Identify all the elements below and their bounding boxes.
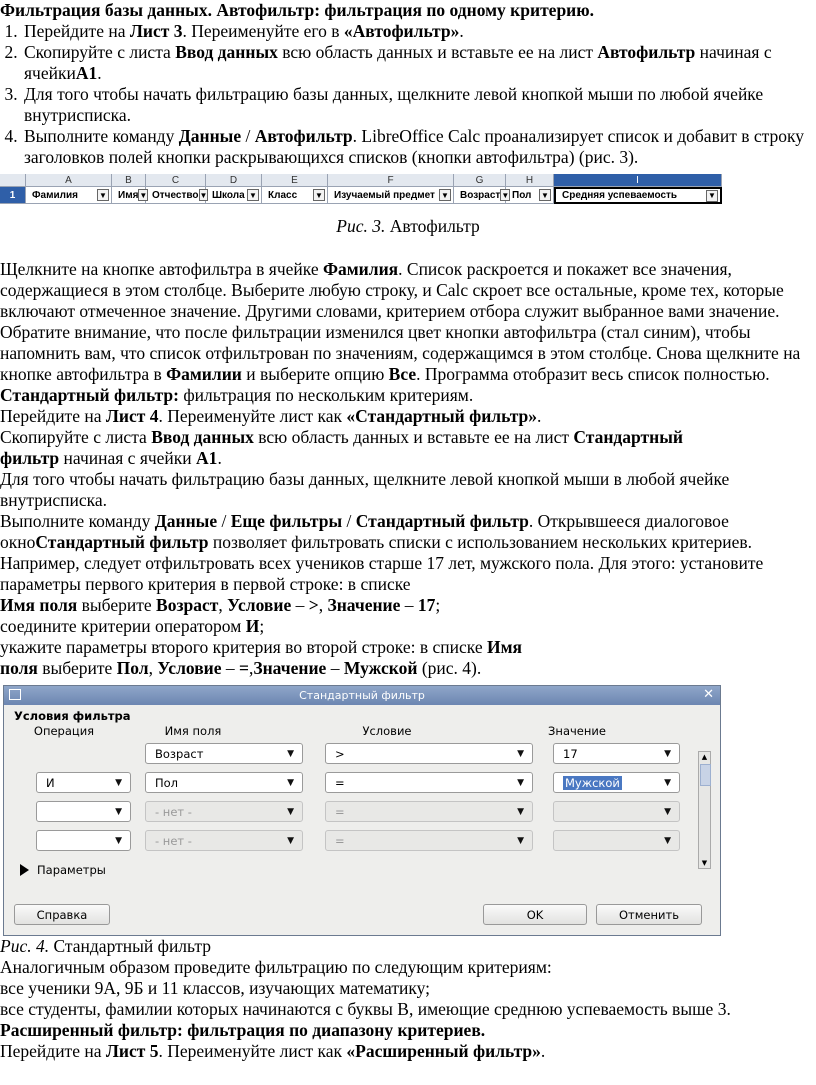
dialog-title: Стандартный фильтр [299, 689, 425, 702]
bold-text: Фамилия [322, 259, 399, 279]
text-run: ; [259, 616, 265, 636]
text-run: Скопируйте с листа [0, 427, 152, 447]
text-run: . [540, 1041, 546, 1061]
column-letter[interactable]: F [328, 174, 454, 187]
operation-select[interactable] [36, 772, 131, 793]
text-run: . Список раскроется и покажет все значения, содержащиеся в этом столбце. Выберите любую строку, и Calc скроет все остальные, кроме тех, которые включают отмеченное значение. Другими словами, критерием отбора служит выбранное вами значение. Обратите внимание, что после фильтрации изменился цвет кнопки автофильтра (стал синим), чтобы напомнить вам, что список отфильтрован по значениям, содержащимся в этом столбце. Снова щелкните на кнопке автофильтра в [0, 259, 801, 384]
text-run: Перейдите на [24, 21, 130, 41]
chevron-down-icon: ▼ [517, 806, 524, 817]
text-run: всю область данных и вставьте ее на лист [253, 427, 574, 447]
figure4-caption: Рис. 4. Стандартный фильтр [0, 936, 211, 956]
text-run: все студенты, фамилии которых начинаются с буквы В, имеющие среднюю успеваемость выше 3. [0, 999, 731, 1019]
header-cell[interactable] [146, 187, 206, 204]
filter-row [14, 797, 710, 826]
bold-text: Стандартный фильтр [35, 532, 209, 552]
chevron-down-icon: ▼ [287, 835, 294, 846]
condition-select-value: = [335, 833, 345, 848]
text-line [0, 978, 816, 999]
field-name-select-value: Возраст [155, 746, 204, 761]
bold-text: фильтр [0, 448, 60, 468]
header-cell[interactable] [328, 187, 454, 204]
col-value: Значение [548, 724, 606, 738]
value-combo[interactable] [553, 772, 680, 793]
bold-text: Стандартный [573, 427, 683, 447]
bold-text: Стандартный фильтр: [0, 385, 179, 405]
ok-button[interactable]: OK [483, 904, 587, 925]
text-run: – [291, 595, 309, 615]
bold-text: Имя поля [0, 595, 78, 615]
condition-select[interactable] [325, 743, 533, 764]
filter-row [14, 826, 710, 855]
text-run: все ученики 9А, 9Б и 11 классов, изучающих математику; [0, 978, 431, 998]
column-letter[interactable]: I [554, 174, 722, 187]
filter-row [14, 739, 710, 768]
text-run: соедините критерии оператором [0, 616, 246, 636]
bold-text: Пол [116, 658, 149, 678]
autofilter-dropdown-icon[interactable]: ▼ [501, 190, 510, 200]
col-field: Имя поля [164, 724, 222, 738]
value-combo [553, 830, 680, 851]
text-run: ; [435, 595, 441, 615]
dialog-titlebar [4, 686, 720, 705]
text-run: фильтрация по нескольким критериям. [178, 385, 474, 405]
filter-conditions-title: Условия фильтра [14, 709, 131, 723]
text-line [0, 999, 816, 1020]
bold-text: Данные [154, 511, 218, 531]
chevron-down-icon: ▼ [115, 806, 122, 817]
bold-text: Значение [327, 595, 401, 615]
header-cell[interactable] [554, 187, 722, 204]
operation-select[interactable] [36, 830, 131, 851]
expander-triangle-icon [20, 864, 29, 876]
bold-text: А1 [196, 448, 218, 468]
row-number: 1 [0, 187, 26, 204]
text-run: (рис. 4). [417, 658, 482, 678]
col-operation: Операция [33, 724, 95, 738]
bold-text: Лист 4 [105, 406, 159, 426]
field-name-select-value: Пол [155, 775, 179, 790]
chevron-down-icon: ▼ [664, 806, 671, 817]
header-cell-label: Средняя успеваемость [562, 190, 678, 201]
condition-select-value: = [335, 804, 345, 819]
text-run: , [218, 595, 228, 615]
column-letter[interactable]: A [26, 174, 112, 187]
condition-select-value: > [335, 746, 345, 761]
value-combo [553, 801, 680, 822]
column-header-row [0, 174, 780, 187]
corner-cell [0, 174, 26, 187]
autofilter-dropdown-icon[interactable]: ▼ [313, 189, 325, 201]
section1-heading: Фильтрация базы данных. Автофильтр: фильтрация по одному критерию. [0, 0, 595, 20]
bold-text: Фамилии [166, 364, 242, 384]
header-cell-label: Школа [212, 189, 245, 201]
bold-text: Лист 3 [129, 21, 183, 41]
text-run: укажите параметры второго критерия во второй строке: в списке [0, 637, 487, 657]
text-run: , [148, 658, 158, 678]
bold-text: Все [388, 364, 417, 384]
figure3-caption: Рис. 3. Автофильтр [336, 216, 480, 236]
scroll-up-icon[interactable]: ▲ [701, 753, 708, 761]
header-cell-label: Изучаемый предмет [334, 189, 435, 201]
bold-text: Автофильтр [597, 42, 696, 62]
operation-select[interactable] [36, 801, 131, 822]
bold-text: Условие [157, 658, 222, 678]
text-run: / [241, 126, 255, 146]
header-cell-label: Отчество [152, 189, 199, 201]
value-combo[interactable] [553, 743, 680, 764]
bold-text: Еще фильтры [230, 511, 343, 531]
autofilter-dropdown-icon[interactable]: ▼ [139, 190, 148, 200]
chevron-down-icon: ▼ [664, 777, 671, 788]
autofilter-paragraph [0, 259, 816, 385]
bold-text: Возраст [156, 595, 219, 615]
text-line [0, 427, 816, 448]
parameters-expander[interactable] [14, 860, 710, 880]
chevron-down-icon: ▼ [115, 777, 122, 788]
dialog-buttons [14, 904, 710, 927]
chevron-down-icon: ▼ [287, 806, 294, 817]
autofilter-dropdown-icon[interactable]: ▼ [706, 190, 718, 202]
step-item [22, 126, 816, 168]
column-letter[interactable]: G [454, 174, 506, 187]
text-run: . Переименуйте его в [182, 21, 344, 41]
chevron-down-icon: ▼ [287, 748, 294, 759]
header-cell[interactable] [454, 187, 510, 204]
text-run: Перейдите на [0, 406, 106, 426]
text-line [0, 406, 816, 427]
column-letter[interactable]: H [506, 174, 554, 187]
bold-text: поля [0, 658, 38, 678]
text-line [0, 385, 816, 406]
autofilter-spreadsheet [0, 174, 780, 204]
bold-text: «Автофильтр» [343, 21, 460, 41]
text-run: / [217, 511, 231, 531]
text-run: Щелкните на кнопке автофильтра в ячейке [0, 259, 323, 279]
chevron-down-icon: ▼ [664, 748, 671, 759]
text-run: начиная с ячейки [59, 448, 197, 468]
text-line [0, 595, 816, 616]
bold-text: Лист 5 [105, 1041, 159, 1061]
bold-text: Автофильтр [254, 126, 353, 146]
standard-filter-section [0, 385, 816, 679]
header-cell[interactable] [506, 187, 554, 204]
header-cell-label: Возраст [460, 189, 501, 201]
chevron-down-icon: ▼ [517, 777, 524, 788]
text-run: . LibreOffice Calc проанализирует список и добавит в строку заголовков полей кнопки раскрывающихся списков (кнопки автофильтра) (рис. 3). [24, 126, 804, 167]
bold-text: А1 [75, 63, 98, 83]
text-run: Перейдите на [0, 1041, 106, 1061]
header-cell[interactable] [112, 187, 146, 204]
value-combo-value: Мужской [565, 775, 620, 790]
text-run: всю область данных и вставьте ее на лист [277, 42, 598, 62]
filter-column-headers [14, 723, 710, 739]
column-letter[interactable]: C [146, 174, 206, 187]
bold-text: Данные [178, 126, 242, 146]
col-condition: Условие [362, 724, 412, 738]
condition-select-value: = [335, 775, 345, 790]
condition-select[interactable] [325, 772, 533, 793]
text-run: , [248, 658, 254, 678]
autofilter-dropdown-icon[interactable]: ▼ [439, 189, 451, 201]
header-data-row [0, 187, 780, 204]
text-run: Выполните команду [0, 511, 155, 531]
text-run: . Открывшееся диалоговое окно [0, 511, 729, 552]
header-cell[interactable] [262, 187, 328, 204]
condition-select [325, 830, 533, 851]
text-run: . Переименуйте лист как [158, 1041, 347, 1061]
operation-select-value: И [46, 775, 55, 790]
text-run: / [342, 511, 356, 531]
autofilter-steps [0, 21, 816, 168]
bold-text: «Расширенный фильтр» [346, 1041, 541, 1061]
field-name-select [145, 830, 303, 851]
chevron-down-icon: ▼ [517, 748, 524, 759]
text-run: – [326, 658, 344, 678]
column-letter[interactable]: B [112, 174, 146, 187]
text-run: начиная с ячейки [24, 42, 772, 83]
text-line [0, 616, 816, 637]
text-line [0, 448, 816, 469]
condition-select [325, 801, 533, 822]
text-run: , [318, 595, 328, 615]
text-line [0, 658, 816, 679]
text-run: Скопируйте с листа [24, 42, 176, 62]
header-cell-label: Имя [118, 189, 139, 201]
bold-text: Расширенный фильтр: фильтрация по диапазону критериев. [0, 1020, 486, 1040]
scroll-thumb[interactable] [700, 764, 711, 786]
text-run: – [221, 658, 239, 678]
text-run: и выберите опцию [241, 364, 389, 384]
text-run: позволяет фильтровать списки с использованием нескольких критериев. Например, следует отфильтровать всех учеников старше 17 лет, мужского пола. Для этого: установите параметры первого критерия в первой строке: в списке [0, 532, 764, 594]
autofilter-dropdown-icon[interactable]: ▼ [199, 190, 208, 200]
header-cell[interactable] [206, 187, 262, 204]
text-run: . [97, 63, 102, 83]
filter-row [14, 768, 710, 797]
header-cell-label: Пол [512, 189, 532, 201]
scroll-down-icon[interactable]: ▼ [701, 859, 708, 867]
chevron-down-icon: ▼ [115, 835, 122, 846]
text-line [0, 511, 816, 595]
field-name-select-value: - нет - [155, 804, 192, 819]
text-run: выберите [77, 595, 157, 615]
chevron-down-icon: ▼ [517, 835, 524, 846]
text-run: . Программа отобразит весь список полностью. [416, 364, 770, 384]
text-run: Для того чтобы начать фильтрацию базы данных, щелкните левой кнопкой мыши по любой ячейке внутрисписка. [24, 84, 764, 125]
field-name-select[interactable] [145, 743, 303, 764]
text-line [0, 1020, 816, 1041]
bold-text: Условие [227, 595, 292, 615]
text-run: . [459, 21, 464, 41]
bold-text: «Стандартный фильтр» [346, 406, 538, 426]
text-run: Выполните команду [24, 126, 179, 146]
text-run: – [400, 595, 418, 615]
bold-text: Имя [486, 637, 522, 657]
bold-text: > [308, 595, 319, 615]
bold-text: Ввод данных [151, 427, 254, 447]
field-name-select [145, 801, 303, 822]
filter-rows [14, 739, 710, 855]
chevron-down-icon: ▼ [287, 777, 294, 788]
autofilter-dropdown-icon[interactable]: ▼ [247, 189, 259, 201]
help-button[interactable]: Справка [14, 904, 110, 925]
text-line [0, 637, 816, 658]
text-run: . [537, 406, 542, 426]
bold-text: = [239, 658, 249, 678]
advanced-filter-section [0, 957, 816, 1062]
text-run: Аналогичным образом проведите фильтрацию по следующим критериям: [0, 957, 552, 977]
header-cell-label: Класс [268, 189, 298, 201]
bold-text: Стандартный фильтр [355, 511, 529, 531]
autofilter-dropdown-icon[interactable]: ▼ [97, 189, 109, 201]
header-cell-label: Фамилия [32, 189, 78, 201]
text-run: Для того чтобы начать фильтрацию базы данных, щелкните левой кнопкой мыши в любой ячейке внутрисписка. [0, 469, 730, 510]
step-item [22, 84, 816, 126]
field-name-select-value: - нет - [155, 833, 192, 848]
standard-filter-dialog [3, 685, 721, 936]
text-line [0, 469, 816, 511]
close-icon[interactable]: ✕ [703, 687, 714, 702]
step-item [22, 21, 816, 42]
cancel-button[interactable]: Отменить [596, 904, 702, 925]
chevron-down-icon: ▼ [664, 835, 671, 846]
window-menu-icon[interactable] [9, 689, 21, 700]
column-letter[interactable]: E [262, 174, 328, 187]
bold-text: Значение [253, 658, 327, 678]
step-item [22, 42, 816, 84]
text-line [0, 1041, 816, 1062]
field-name-select[interactable] [145, 772, 303, 793]
text-run: . Переименуйте лист как [158, 406, 347, 426]
column-letter[interactable]: D [206, 174, 262, 187]
text-line [0, 957, 816, 978]
bold-text: Ввод данных [175, 42, 278, 62]
text-run: . [217, 448, 222, 468]
bold-text: И [245, 616, 260, 636]
text-run: выберите [37, 658, 117, 678]
filter-scrollbar[interactable] [698, 751, 711, 869]
value-combo-value: 17 [563, 746, 578, 761]
header-cell[interactable] [26, 187, 112, 204]
parameters-label: Параметры [37, 863, 106, 877]
bold-text: 17 [417, 595, 436, 615]
bold-text: Мужской [343, 658, 418, 678]
autofilter-dropdown-icon[interactable]: ▼ [539, 189, 551, 201]
